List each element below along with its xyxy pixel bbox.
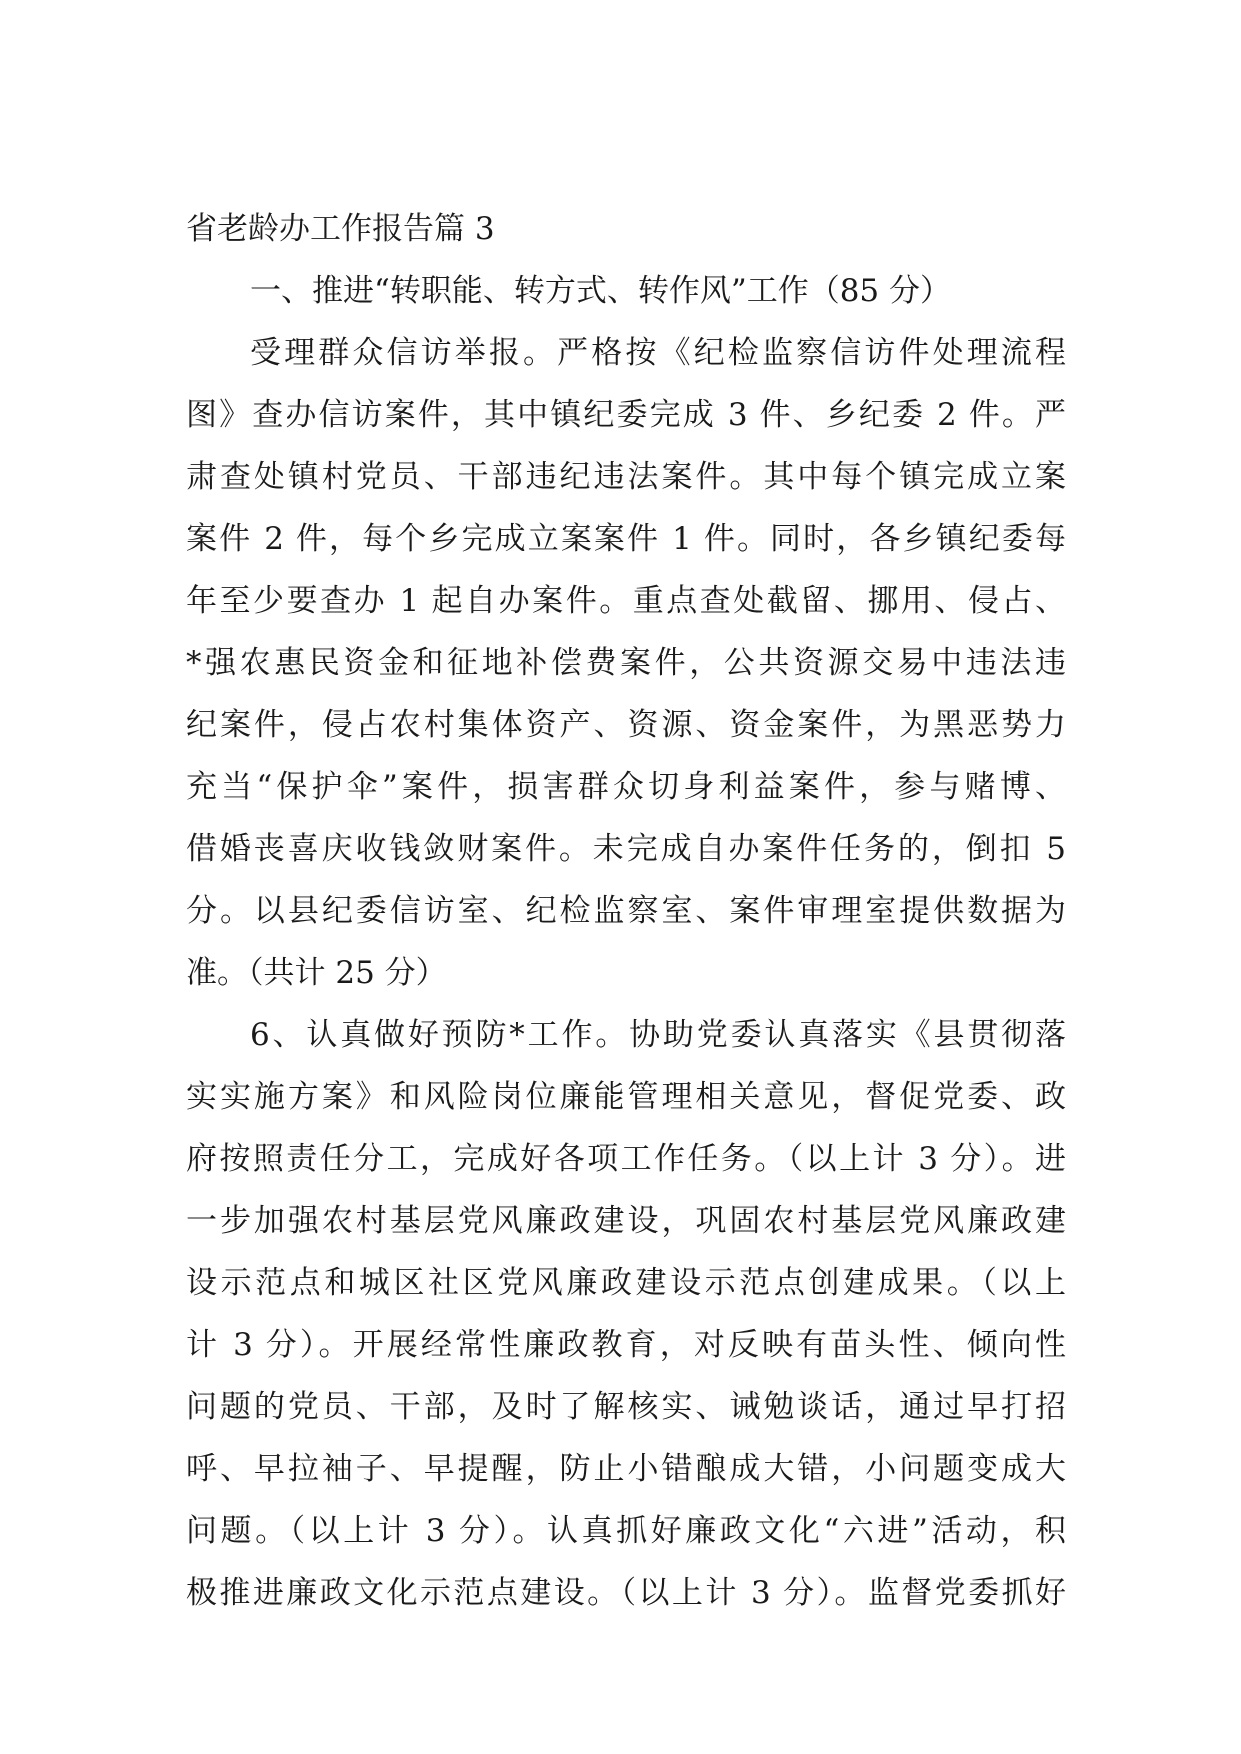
paragraph-2-line-1: 6、认真做好预防*工作。协助党委认真落实《县贯彻落: [250, 1017, 1066, 1053]
paragraph-2-line-3: 府按照责任分工，完成好各项工作任务。（以上计 3 分）。进: [186, 1141, 1066, 1177]
paragraph-2-line-9: 问题。（以上计 3 分）。认真抓好廉政文化“六进”活动，积: [186, 1513, 1066, 1549]
section-heading: 一、推进“转职能、转方式、转作风”工作（85 分）: [250, 273, 951, 309]
paragraph-1-line-10: 分。以县纪委信访室、纪检监察室、案件审理室提供数据为: [186, 893, 1066, 929]
paragraph-1-line-7: 纪案件，侵占农村集体资产、资源、资金案件，为黑恶势力: [186, 707, 1066, 743]
paragraph-1-line-9: 借婚丧喜庆收钱敛财案件。未完成自办案件任务的，倒扣 5: [186, 831, 1066, 867]
paragraph-2-line-8: 呼、早拉袖子、早提醒，防止小错酿成大错，小问题变成大: [186, 1451, 1066, 1487]
paragraph-1-line-1: 受理群众信访举报。严格按《纪检监察信访件处理流程: [250, 335, 1066, 371]
paragraph-2-line-6: 计 3 分）。开展经常性廉政教育，对反映有苗头性、倾向性: [186, 1327, 1066, 1363]
paragraph-1-line-6: *强农惠民资金和征地补偿费案件，公共资源交易中违法违: [186, 645, 1066, 681]
paragraph-2-line-5: 设示范点和城区社区党风廉政建设示范点创建成果。（以上: [186, 1265, 1066, 1301]
paragraph-1-line-5: 年至少要查办 1 起自办案件。重点查处截留、挪用、侵占、: [186, 583, 1066, 619]
paragraph-2-line-4: 一步加强农村基层党风廉政建设，巩固农村基层党风廉政建: [186, 1203, 1066, 1239]
paragraph-1-line-4: 案件 2 件，每个乡完成立案案件 1 件。同时，各乡镇纪委每: [186, 521, 1066, 557]
paragraph-1-line-3: 肃查处镇村党员、干部违纪违法案件。其中每个镇完成立案: [186, 459, 1066, 495]
paragraph-2-line-2: 实实施方案》和风险岗位廉能管理相关意见，督促党委、政: [186, 1079, 1066, 1115]
document-title: 省老龄办工作报告篇 3: [186, 211, 495, 247]
paragraph-1-line-11: 准。（共计 25 分）: [186, 955, 447, 991]
paragraph-2-line-7: 问题的党员、干部，及时了解核实、诫勉谈话，通过早打招: [186, 1389, 1066, 1425]
paragraph-1-line-8: 充当“保护伞”案件，损害群众切身利益案件，参与赌博、: [186, 769, 1066, 805]
paragraph-1-line-2: 图》查办信访案件，其中镇纪委完成 3 件、乡纪委 2 件。严: [186, 397, 1066, 433]
paragraph-2-line-10: 极推进廉政文化示范点建设。（以上计 3 分）。监督党委抓好: [186, 1575, 1066, 1611]
